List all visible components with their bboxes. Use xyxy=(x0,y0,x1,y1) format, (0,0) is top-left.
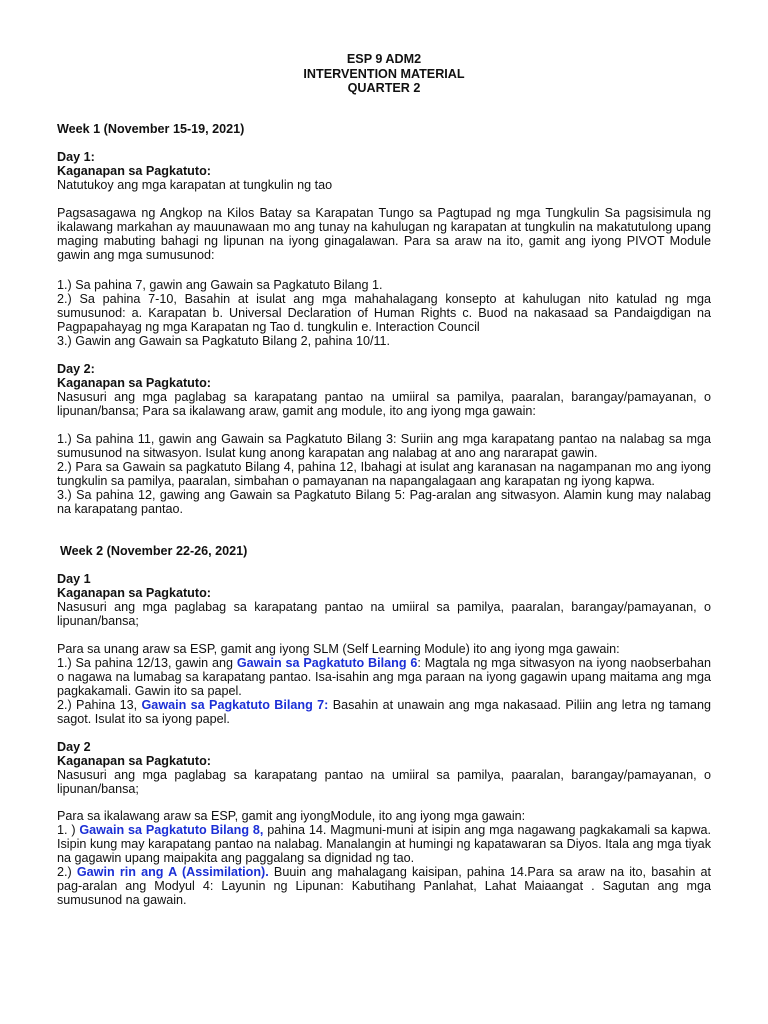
w2-day1-kaganapan: Kaganapan sa Pagkatuto: xyxy=(57,586,211,600)
w1-day2-kaganapan: Kaganapan sa Pagkatuto: xyxy=(57,376,211,390)
document-header xyxy=(0,52,768,96)
w2-day1-item2-text: Basahin at unawain ang mga nakasaad. Piliin ang letra ng tamang sagot. Isulat ito sa iyong papel. xyxy=(57,698,711,726)
w1-day2-item2: 2.) Para sa Gawain sa pagkatuto Bilang 4, pahina 12, Ibahagi at isulat ang karanasan na nagampanan mo ang iyong tungkulin sa pamilya, paaralan, simbahan o pamayanan na napangalagaan ang karapatan ng iyong kapwa. xyxy=(57,460,711,488)
gawain-6-link: Gawain sa Pagkatuto Bilang 6 xyxy=(236,656,418,670)
w2-day1-intro: Para sa unang araw sa ESP, gamit ang iyong SLM (Self Learning Module) ito ang iyong mga gawain: xyxy=(57,642,620,656)
w2-day2-item1 xyxy=(57,824,711,866)
w2-day2-kaganapan: Kaganapan sa Pagkatuto: xyxy=(57,754,211,768)
w1-day2-label: Day 2: xyxy=(57,362,95,376)
w1-day1-kaganapan: Kaganapan sa Pagkatuto: xyxy=(57,164,211,178)
w2-day1-item2-prefix: 2.) Pahina 13, xyxy=(57,698,142,712)
w1-day1-item2: 2.) Sa pahina 7-10, Basahin at isulat ang mga mahahalagang konsepto at kahulugan nito katulad ng mga sumusunod: a. Karapatan b. Universal Declaration of Human Rights c. Buod na nakasaad sa Pandaigdigan na Pagpapahayag ng mga Karapatan ng Tao d. tungkulin e. Interaction Council xyxy=(57,292,711,334)
w2-day1-item1-prefix: 1.) Sa pahina 12/13, gawin ang xyxy=(57,656,237,670)
gawain-8-link: Gawain sa Pagkatuto Bilang 8, xyxy=(79,823,264,837)
gawain-7-link: Gawain sa Pagkatuto Bilang 7: xyxy=(141,698,329,712)
w1-day2-item1: 1.) Sa pahina 11, gawin ang Gawain sa Pagkatuto Bilang 3: Suriin ang mga karapatang pantao na nalabag sa mga sumusunod na sitwasyon. Isulat kung anong karapatan ang nalabag at ano ang nararapat gawin. xyxy=(57,432,711,460)
w2-day2-item1-text: pahina 14. Magmuni-muni at isipin ang mga nagawang pagkakamali sa kapwa. Isipin kung may karapatang pantao na nalabag. Manalangin at humingi ng kapatawaran sa Diyos. Itala ang mga tiyak na gagawin upang maipakita ang paggalang sa dignidad ng tao. xyxy=(57,823,711,865)
week1-title: Week 1 (November 15-19, 2021) xyxy=(57,122,245,136)
w1-day1-item3: 3.) Gawin ang Gawain sa Pagkatuto Bilang 2, pahina 10/11. xyxy=(57,334,391,348)
w2-day2-item2-prefix: 2.) xyxy=(57,865,77,879)
w2-day2-item2 xyxy=(57,866,711,908)
w1-day2-item3: 3.) Sa pahina 12, gawing ang Gawain sa Pagkatuto Bilang 5: Pag-aralan ang sitwasyon. Alamin kung may nalabag na karapatang pantao. xyxy=(57,488,711,516)
header-line-1: ESP 9 ADM2 xyxy=(346,52,422,66)
assimilation-link: Gawin rin ang A (Assimilation). xyxy=(76,865,269,879)
w2-day1-item2 xyxy=(57,699,711,727)
w1-day1-objective: Natutukoy ang mga karapatan at tungkulin ng tao xyxy=(57,178,333,192)
w2-day2-intro: Para sa ikalawang araw sa ESP, gamit ang iyongModule, ito ang iyong mga gawain: xyxy=(57,809,526,823)
w2-day1-objective: Nasusuri ang mga paglabag sa karapatang pantao na umiiral sa pamilya, paaralan, barangay/pamayanan, o lipunan/bansa; xyxy=(57,600,711,628)
header-line-3: QUARTER 2 xyxy=(347,81,421,95)
w2-day1-label: Day 1 xyxy=(57,572,91,586)
w2-day2-label: Day 2 xyxy=(57,740,91,754)
w1-day1-label: Day 1: xyxy=(57,150,95,164)
w2-day2-item1-prefix: 1. ) xyxy=(57,823,80,837)
header-line-2: INTERVENTION MATERIAL xyxy=(303,66,465,81)
w1-day1-item1: 1.) Sa pahina 7, gawin ang Gawain sa Pagkatuto Bilang 1. xyxy=(57,278,383,292)
w1-day1-intro: Pagsasagawa ng Angkop na Kilos Batay sa Karapatan Tungo sa Pagtupad ng mga Tungkulin Sa pagsisimula ng ikalawang markahan ay mauunawaan mo ang tunay na kahulugan ng karapatan at tungkulin na makatutulong upang maging mabuting bahagi ng lipunan na iyong ginagalawan. Para sa araw na ito, gamit ang iyong PIVOT Module gawin ang mga sumusunod: xyxy=(57,206,711,262)
w2-day1-item1 xyxy=(57,657,711,699)
week2-title: Week 2 (November 22-26, 2021) xyxy=(60,544,248,558)
w2-day2-item2-text: Buuin ang mahalagang kaisipan, pahina 14.Para sa araw na ito, basahin at pag-aralan ang Modyul 4: Layunin ng Lipunan: Kabutihang Panlahat, Lahat Maiaangat . Sagutan ang mga sumusunod na gawain. xyxy=(57,865,712,907)
w2-day2-objective: Nasusuri ang mga paglabag sa karapatang pantao na umiiral sa pamilya, paaralan, barangay/pamayanan, o lipunan/bansa; xyxy=(57,768,711,796)
w1-day2-intro: Nasusuri ang mga paglabag sa karapatang pantao na umiiral sa pamilya, paaralan, barangay/pamayanan, o lipunan/bansa; Para sa ikalawang araw, gamit ang module, ito ang iyong mga gawain: xyxy=(57,390,711,418)
w2-day1-item1-text: : Magtala ng mga sitwasyon na iyong naobserbahan o nagawa na lumabag sa karapatang pantao. Isa-isahin ang mga paraan na iyong gagawin upang maitama ang mga pagkakamali. Gawin ito sa papel. xyxy=(57,656,711,698)
